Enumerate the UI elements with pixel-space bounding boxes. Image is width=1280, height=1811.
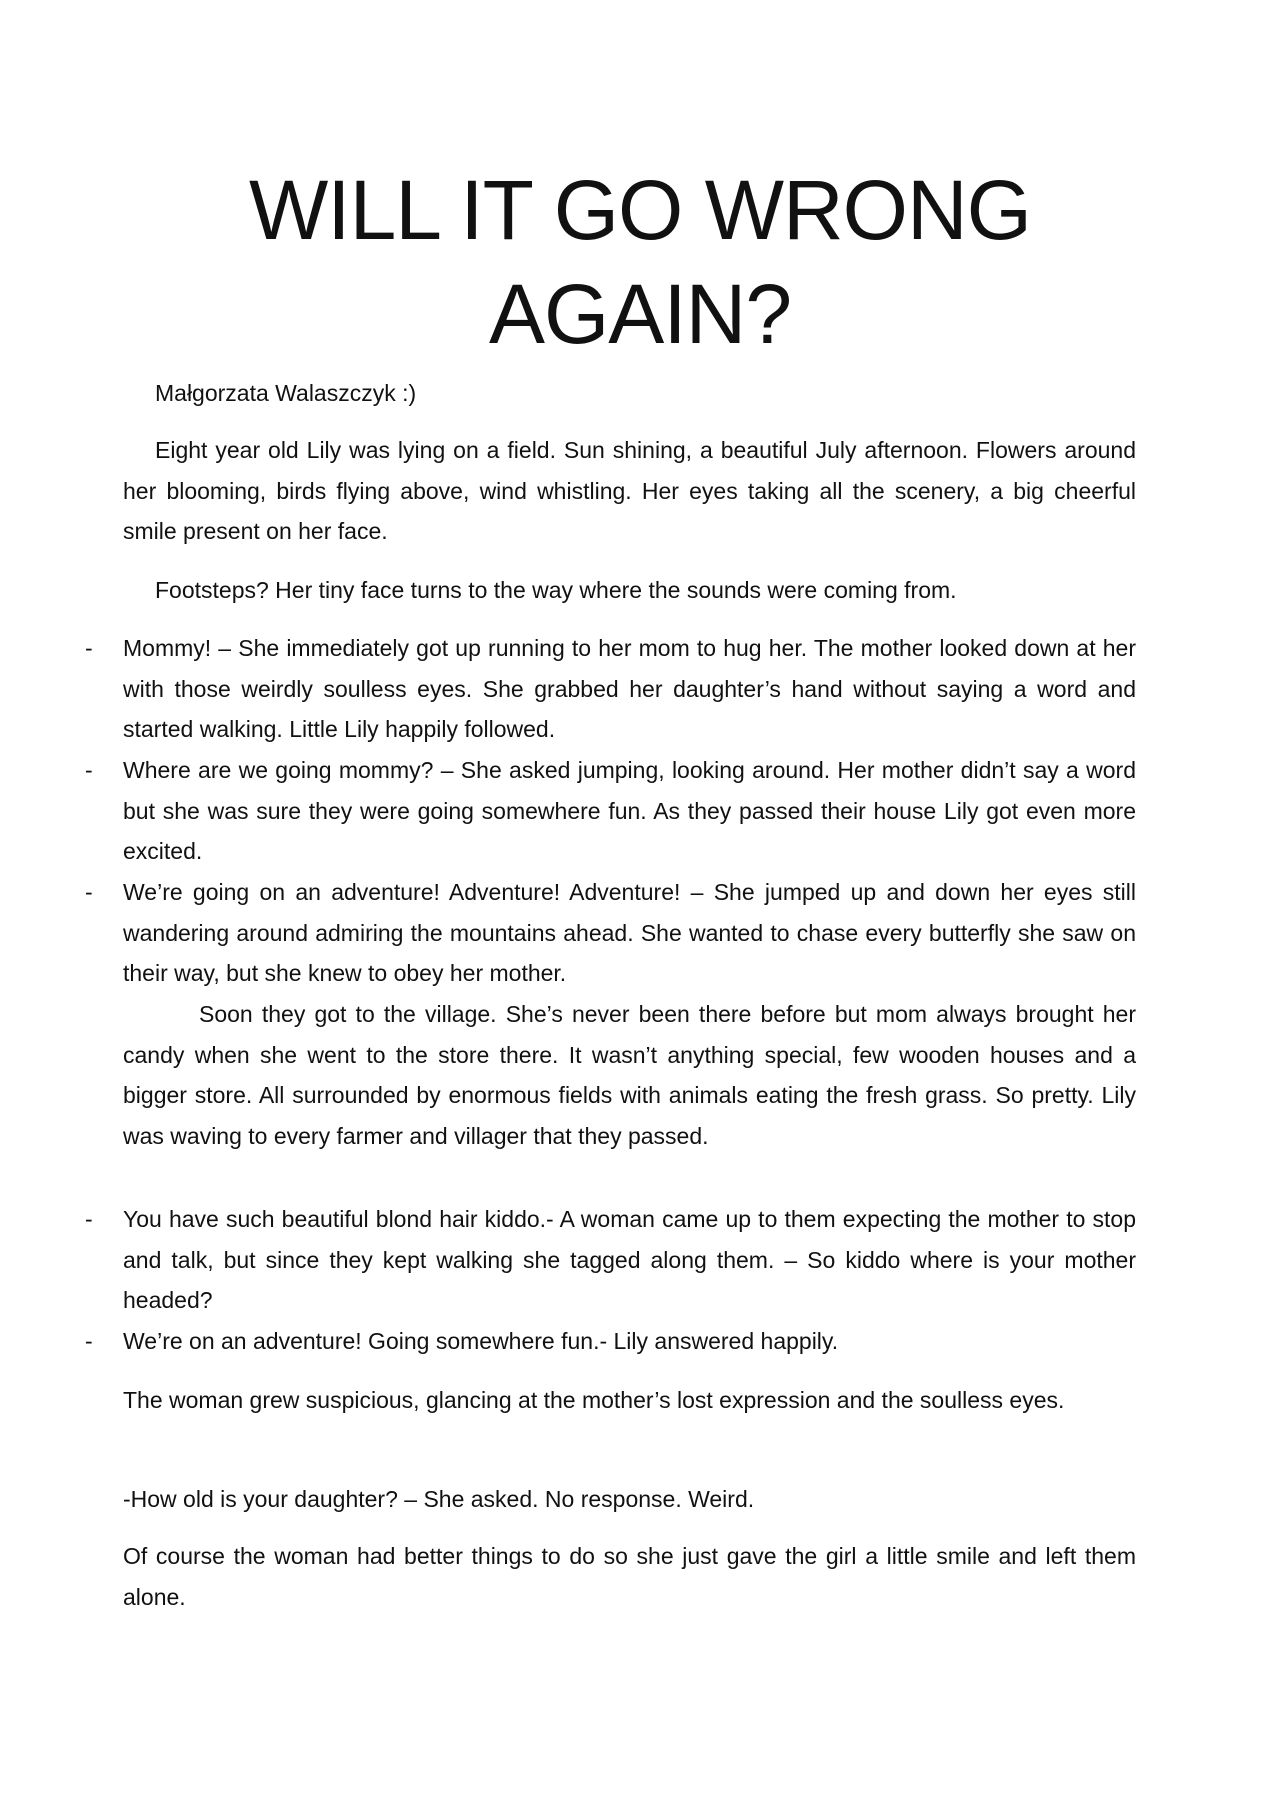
list-item-text: You have such beautiful blond hair kiddo.- A woman came up to them expecting the mother to stop and talk, but since they kept walking she tagged along them. – So kiddo where is your mother headed? — [123, 1206, 1136, 1314]
dialogue-list-item — [85, 628, 1136, 750]
title-line-1: WILL IT GO WRONG — [248, 163, 1032, 257]
bullet-dash: - — [85, 757, 93, 783]
list-item-text: Mommy! – She immediately got up running to her mom to hug her. The mother looked down at her with those weirdly soulless eyes. She grabbed her daughter’s hand without saying a word and started walking. Little Lily happily followed. — [123, 635, 1136, 743]
dialogue-list-item — [85, 1199, 1136, 1321]
paragraph: -How old is your daughter? – She asked. No response. Weird. — [123, 1486, 755, 1512]
dialogue-list-item — [85, 1321, 1136, 1362]
dialogue-list-item — [85, 750, 1136, 872]
paragraph: The woman grew suspicious, glancing at the mother’s lost expression and the soulless eyes. — [123, 1387, 1065, 1413]
list-item-text: We’re on an adventure! Going somewhere fun.- Lily answered happily. — [123, 1328, 839, 1354]
title-line-2: AGAIN? — [488, 267, 792, 361]
bullet-dash: - — [85, 1328, 93, 1354]
dialogue-list-item — [85, 872, 1136, 994]
paragraph: Soon they got to the village. She’s never been there before but mom always brought her candy when she went to the store there. It wasn’t anything special, few wooden houses and a bigger store. All surrounded by enormous fields with animals eating the fresh grass. So pretty. Lily was waving to every farmer and villager that they passed. — [123, 1001, 1136, 1150]
document-title — [0, 158, 1280, 366]
paragraph: Of course the woman had better things to do so she just gave the girl a little smile and left them alone. — [123, 1543, 1136, 1610]
bullet-dash: - — [85, 879, 93, 905]
paragraph: Eight year old Lily was lying on a field. Sun shining, a beautiful July afternoon. Flowers around her blooming, birds flying above, wind whistling. Her eyes taking all the scenery, a big cheerful smile present on her face. — [123, 437, 1136, 545]
bullet-dash: - — [85, 635, 93, 661]
list-item-text: We’re going on an adventure! Adventure! Adventure! – She jumped up and down her eyes still wandering around admiring the mountains ahead. She wanted to chase every butterfly she saw on their way, but she knew to obey her mother. — [123, 879, 1136, 987]
list-item-text: Where are we going mommy? – She asked jumping, looking around. Her mother didn’t say a word but she was sure they were going somewhere fun. As they passed their house Lily got even more excited. — [123, 757, 1136, 865]
author-line: Małgorzata Walaszczyk :) — [155, 380, 417, 406]
bullet-dash: - — [85, 1206, 93, 1232]
paragraph: Footsteps? Her tiny face turns to the way where the sounds were coming from. — [155, 577, 957, 603]
